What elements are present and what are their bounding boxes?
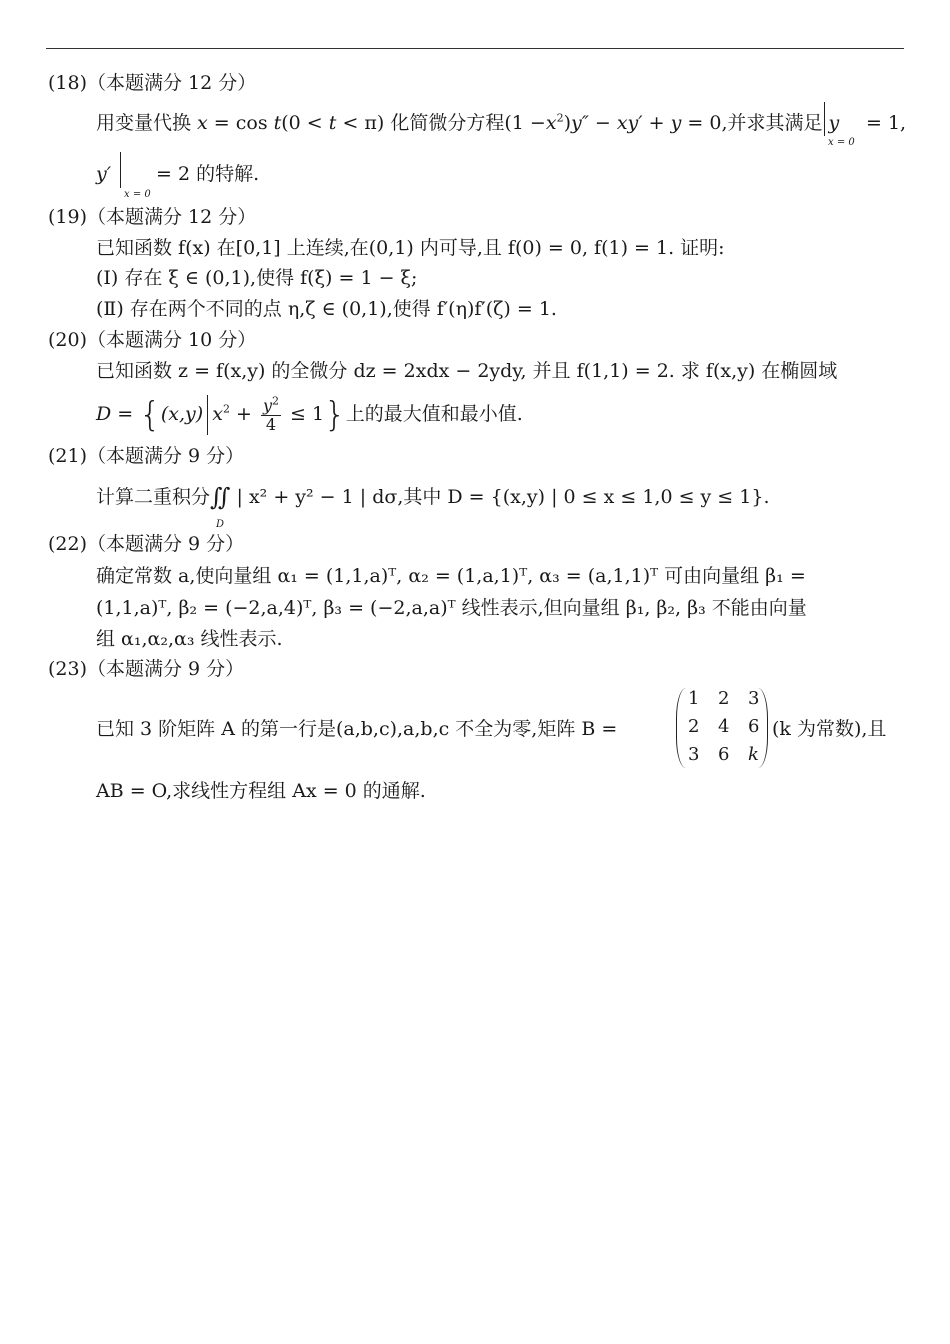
problem-18-line-1: 用变量代换 x = cos t(0 < t < π) 化简微分方程$(1 -x^2)y'' - xy' + y = 0$,并求其满足 y — [96, 111, 840, 134]
top-rule — [46, 48, 904, 49]
problem-20-line-2: D = {(x,y) $x^2$ + $\frac{y^2}{4}$ ≤ 1}上的最大值和最小值. — [96, 394, 523, 435]
double-integral-sign: ∬ D — [210, 483, 231, 530]
problem-19-part-1: (Ⅰ) 存在 ξ ∈ (0,1),使得 f(ξ) = 1 − ξ; — [96, 267, 418, 289]
matrix-cell: 4 — [718, 716, 730, 737]
problem-23-header: (23)（本题满分 9 分） — [48, 658, 245, 680]
matrix-cell: 2 — [688, 716, 700, 737]
fraction-y2-over-4: $\frac{y^2}{4}$ — [262, 394, 279, 434]
matrix-cell: k — [748, 744, 759, 765]
evaluation-bar-yprime: x = 0 — [118, 152, 158, 196]
matrix-cell: 2 — [718, 688, 730, 709]
problem-22-header: (22)（本题满分 9 分） — [48, 533, 245, 555]
problem-21-header: (21)（本题满分 9 分） — [48, 445, 245, 467]
problem-21-line-1: 计算二重积分∬ D | x² + y² − 1 | dσ,其中 D = {(x,y) | 0 ≤ x ≤ 1,0 ≤ y ≤ 1}. — [96, 483, 770, 530]
problem-19-line-1: 已知函数 f(x) 在[0,1] 上连续,在(0,1) 内可导,且 f(0) = 0, f(1) = 1. 证明: — [96, 237, 725, 259]
problem-18-line-1-end: = 1, — [866, 112, 907, 134]
matrix-B — [676, 688, 768, 768]
problem-22-line-3: 组 α₁,α₂,α₃ 线性表示. — [96, 628, 283, 650]
problem-23-line-1b: (k 为常数),且 — [772, 718, 887, 740]
problem-19-part-2: (Ⅱ) 存在两个不同的点 η,ζ ∈ (0,1),使得 f′(η)f′(ζ) = 1. — [96, 298, 557, 320]
problem-22-line-2: (1,1,a)ᵀ, β₂ = (−2,a,4)ᵀ, β₃ = (−2,a,a)ᵀ 线性表示,但向量组 β₁, β₂, β₃ 不能由向量 — [96, 597, 807, 619]
problem-19-header: (19)（本题满分 12 分） — [48, 206, 257, 228]
matrix-cell: 1 — [688, 688, 700, 709]
matrix-cell: 3 — [748, 688, 760, 709]
matrix-cell: 6 — [748, 716, 760, 737]
evaluation-bar-y: x = 0 — [822, 102, 862, 144]
matrix-cell: 3 — [688, 744, 700, 765]
problem-20-line-1: 已知函数 z = f(x,y) 的全微分 dz = 2xdx − 2ydy, 并且 f(1,1) = 2. 求 f(x,y) 在椭圆域 — [96, 360, 838, 382]
problem-22-line-1: 确定常数 a,使向量组 α₁ = (1,1,a)ᵀ, α₂ = (1,a,1)ᵀ, α₃ = (a,1,1)ᵀ 可由向量组 β₁ = — [96, 565, 806, 587]
problem-18-header: (18)（本题满分 12 分） — [48, 72, 257, 94]
problem-18-line-2-y: y′ — [96, 163, 112, 185]
matrix-cell: 6 — [718, 744, 730, 765]
problem-23-line-2: AB = O,求线性方程组 Ax = 0 的通解. — [96, 780, 426, 802]
problem-23-line-1a: 已知 3 阶矩阵 A 的第一行是(a,b,c),a,b,c 不全为零,矩阵 B = — [96, 718, 618, 740]
problem-20-header: (20)（本题满分 10 分） — [48, 329, 257, 351]
problem-18-line-2-rest: = 2 的特解. — [156, 163, 260, 185]
